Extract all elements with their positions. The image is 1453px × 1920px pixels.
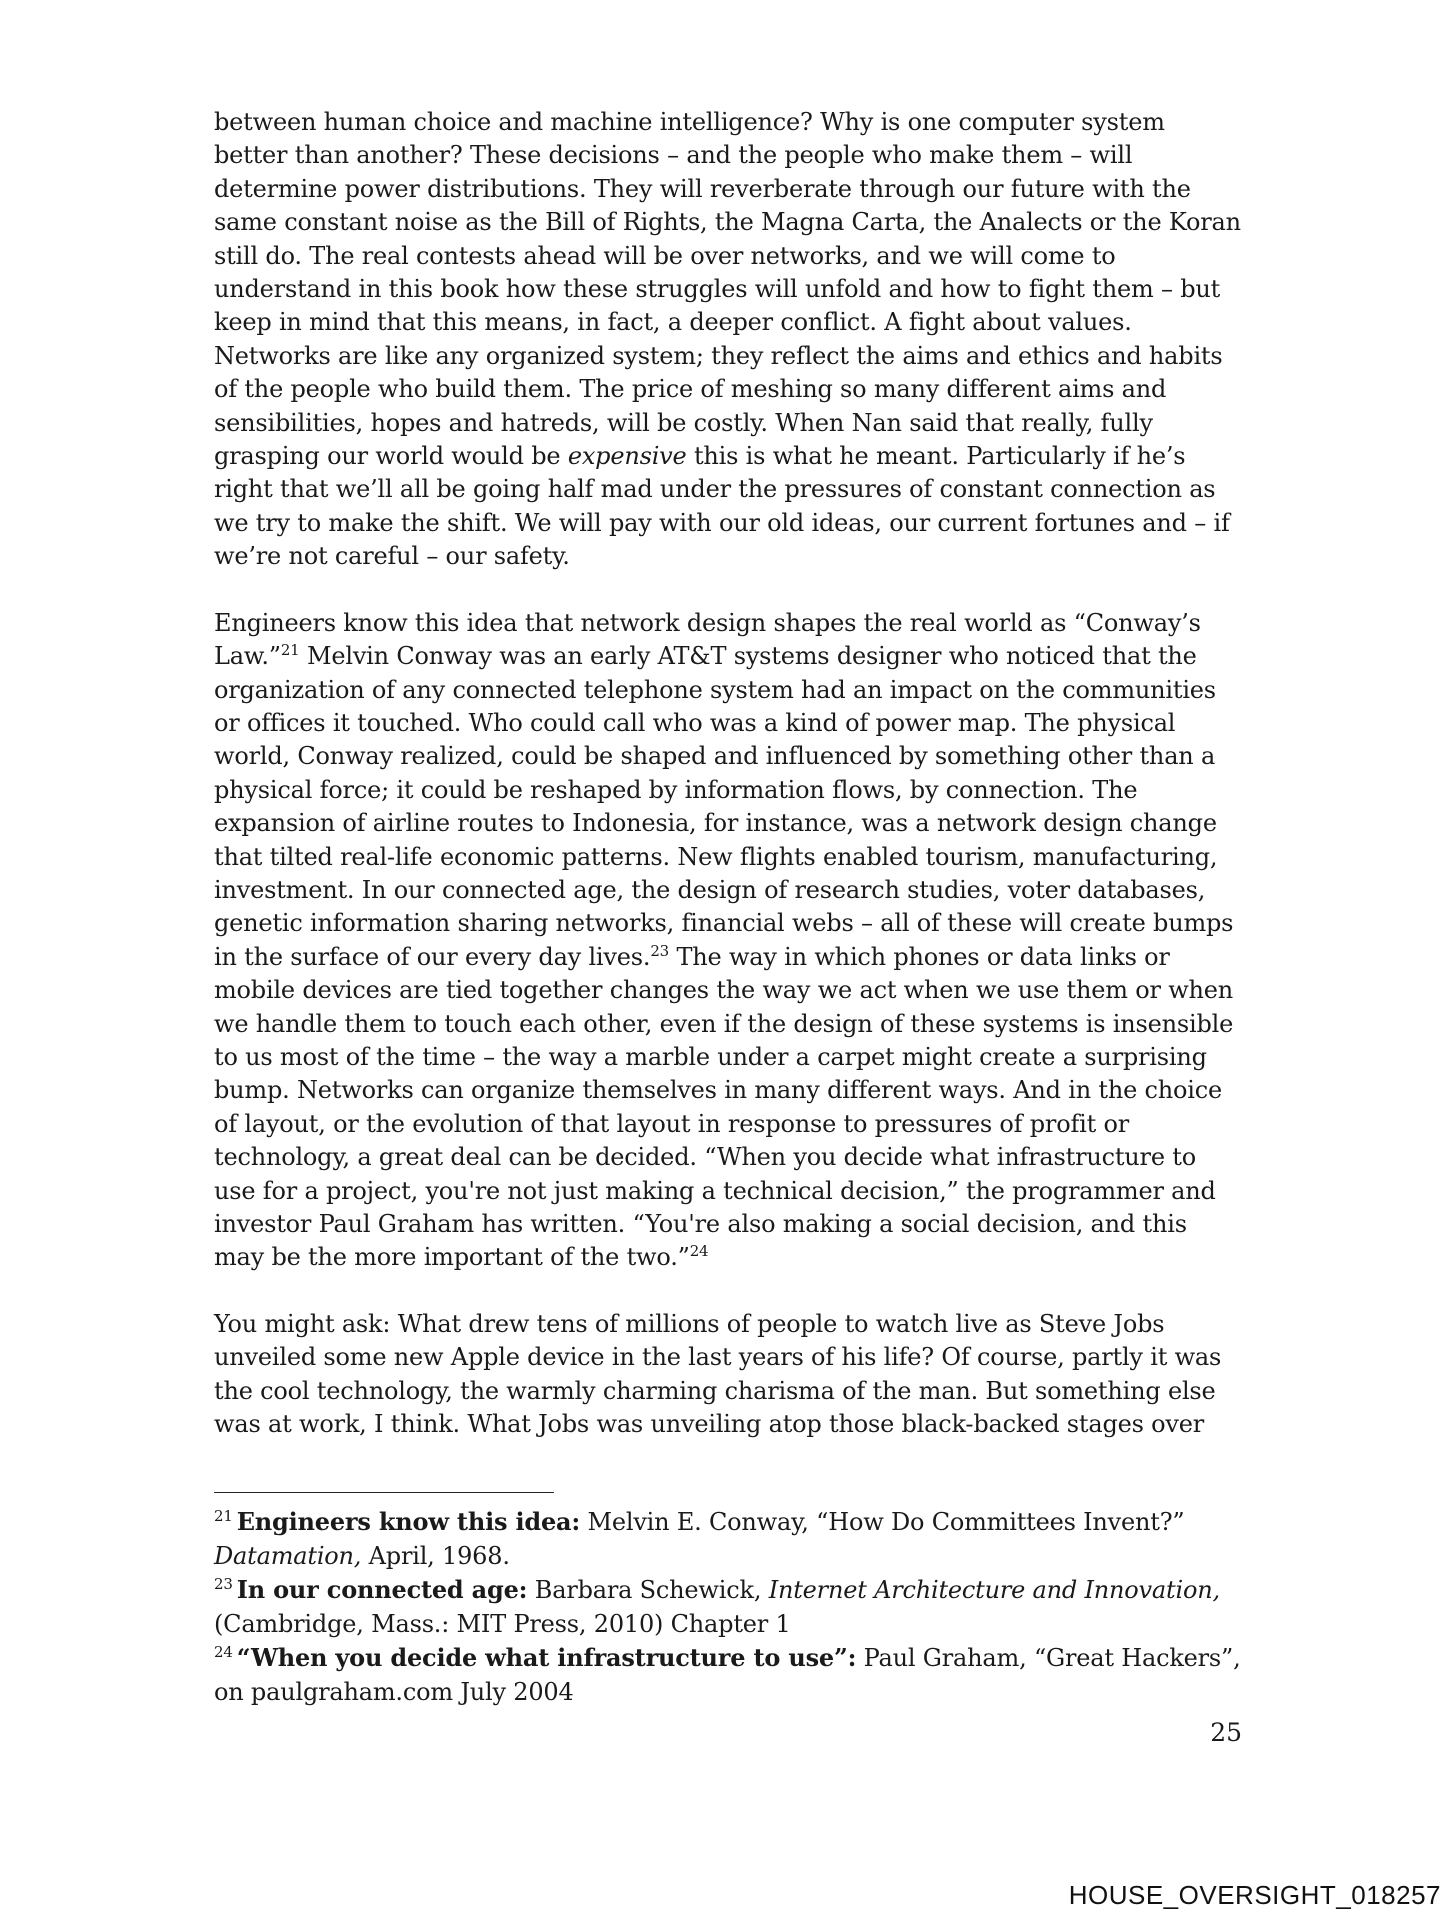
- footnote-ref: 24: [689, 1242, 709, 1261]
- footnote-lead: In our connected age:: [236, 1575, 528, 1604]
- footnote: [214, 1573, 1244, 1641]
- text-run: Melvin E. Conway, “How Do Committees Invent?”: [580, 1508, 1185, 1536]
- text-run: Barbara Schewick,: [527, 1576, 769, 1604]
- text-run: Engineers know this idea that network design shapes the real world as “Conway’s Law.”: [214, 608, 1201, 671]
- footnote-lead: “When you decide what infrastructure to use”:: [236, 1643, 857, 1672]
- footnote: [214, 1641, 1244, 1709]
- footnote-ref: 21: [280, 641, 300, 660]
- text-run: this is what he meant. Particularly if he’s right that we’ll all be going half mad under the pressures of constant connection as we try to make the shift. We will pay with our old ideas, our current fortunes and – if we’re not careful – our safety.: [214, 442, 1230, 571]
- text-run: (Cambridge, Mass.: MIT Press, 2010) Chapter 1: [214, 1610, 791, 1638]
- text-run: The way in which phones or data links or mobile devices are tied together changes the way we act when we use them or when we handle them to touch each other, even if the design of these systems is insensible to us most of the time – the way a marble under a carpet might create a surprising bump. Networks can organize themselves in many different ways. And in the choice of layout, or the evolution of that layout in response to pressures of profit or technology, a great deal can be decided. “When you decide what infrastructure to use for a project, you're not just making a technical decision,” the programmer and investor Paul Graham has written. “You're also making a social decision, and this may be the more important of the two.”: [214, 942, 1234, 1272]
- footnote-separator: [214, 1492, 554, 1493]
- text-run: Melvin Conway was an early AT&T systems designer who noticed that the organization of any connected telephone system had an impact on the communities or offices it touched. Who could call who was a kind of power map. The physical world, Conway realized, could be shaped and influenced by something other than a physical force; it could be reshaped by information flows, by connection. The expansion of airline routes to Indonesia, for instance, was a network design change that tilted real-life economic patterns. New flights enabled tourism, manufacturing, investment. In our connected age, the design of research studies, voter databases, genetic information sharing networks, financial webs – all of these will create bumps in the surface of our every day lives.: [214, 642, 1234, 971]
- body-text: [214, 106, 1244, 1474]
- text-run: between human choice and machine intelligence? Why is one computer system better than another? These decisions – and the people who make them – will determine power distributions. They will reverberate through our future with the same constant noise as the Bill of Rights, the Magna Carta, the Analects or the Koran still do. The real contests ahead will be over networks, and we will come to understand in this book how these struggles will unfold and how to fight them – but keep in mind that this means, in fact, a deeper conflict. A fight about values. Networks are like any organized system; they reflect the aims and ethics and habits of the people who build them. The price of meshing so many different aims and sensibilities, hopes and hatreds, will be costly. When Nan said that really, fully grasping our world would be: [214, 108, 1241, 471]
- paragraph: [214, 1308, 1244, 1442]
- text-run: You might ask: What drew tens of millions of people to watch live as Steve Jobs unveiled some new Apple device in the last years of his life? Of course, partly it was the cool technology, the warmly charming charisma of the man. But something else was at work, I think. What Jobs was unveiling atop those black-backed stages over: [214, 1309, 1222, 1439]
- paragraph: [214, 106, 1244, 574]
- paragraph: [214, 607, 1244, 1275]
- footnotes: [214, 1505, 1244, 1709]
- italic-run: Datamation,: [214, 1542, 362, 1570]
- text-run: April, 1968.: [361, 1542, 510, 1570]
- bates-number: HOUSE_OVERSIGHT_018257: [1068, 1880, 1441, 1910]
- page-number: 25: [1210, 1718, 1242, 1747]
- footnote-number: 23: [214, 1575, 233, 1593]
- footnote-number: 21: [214, 1507, 233, 1525]
- text-run: Paul Graham, “Great Hackers”, on paulgraham.com July 2004: [214, 1644, 1241, 1706]
- footnote-number: 24: [214, 1643, 233, 1661]
- italic-run: Internet Architecture and Innovation,: [768, 1576, 1220, 1604]
- footnote-ref: 23: [650, 941, 670, 960]
- footnote: [214, 1505, 1244, 1573]
- footnote-lead: Engineers know this idea:: [236, 1507, 581, 1536]
- italic-run: expensive: [567, 442, 687, 471]
